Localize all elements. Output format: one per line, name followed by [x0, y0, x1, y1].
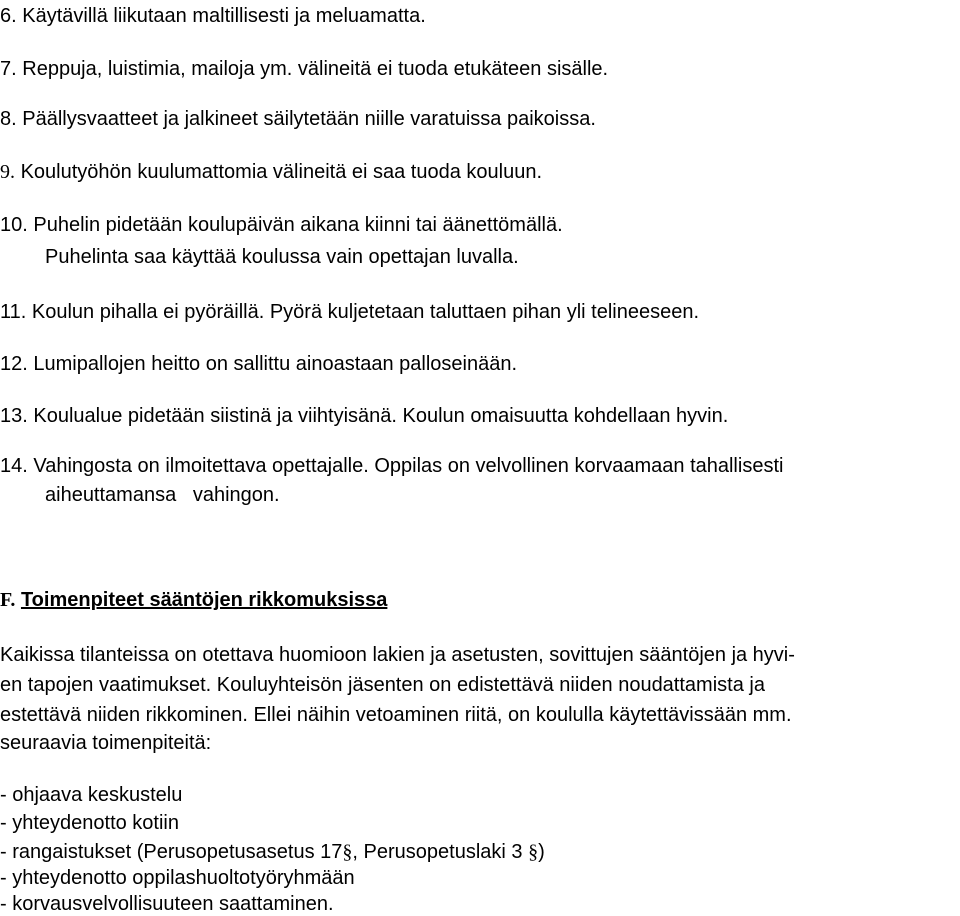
measure-text: - rangaistukset (Perusopetusasetus 17 — [0, 841, 343, 863]
rule-item — [0, 454, 783, 478]
rule-item — [0, 300, 699, 324]
rule-text: aiheuttamansa vahingon. — [45, 484, 280, 506]
measure-item — [0, 840, 545, 864]
rule-number: 8. — [0, 108, 17, 130]
rule-item — [0, 57, 608, 81]
rule-text: Lumipallojen heitto on sallittu ainoastaan palloseinään. — [33, 353, 518, 375]
section-sign: § — [342, 841, 353, 863]
section-heading — [0, 588, 387, 612]
paragraph-text: en tapojen vaatimukset. Kouluyhteisön jäsenten on edistettävä niiden noudattamista ja — [0, 674, 765, 696]
measure-text: - ohjaava keskustelu — [0, 784, 183, 806]
rule-number: 9. — [0, 161, 15, 183]
measure-text: - yhteydenotto oppilashuoltotyöryhmään — [0, 867, 355, 889]
rule-text: Vahingosta on ilmoitettava opettajalle. Oppilas on velvollinen korvaamaan tahallisesti — [33, 455, 784, 477]
rule-continuation — [45, 483, 280, 507]
section-letter: F. — [0, 589, 16, 611]
measure-text: - korvausvelvollisuuteen saattaminen. — [0, 893, 334, 915]
rule-number: 11. — [0, 301, 27, 323]
paragraph-text: estettävä niiden rikkominen. Ellei näihin vetoaminen riitä, on koululla käytettävissään mm. — [0, 704, 792, 726]
rule-text: Puhelin pidetään koulupäivän aikana kiinni tai äänettömällä. — [33, 214, 563, 236]
rule-item — [0, 107, 596, 131]
rule-number: 10. — [0, 214, 28, 236]
measure-text: - yhteydenotto kotiin — [0, 812, 179, 834]
rule-item — [0, 352, 517, 376]
paragraph-line — [0, 731, 211, 755]
rule-number: 7. — [0, 58, 17, 80]
measure-item — [0, 892, 334, 916]
rule-text: Reppuja, luistimia, mailoja ym. välineitä ei tuoda etukäteen sisälle. — [22, 58, 609, 80]
measure-item — [0, 783, 182, 807]
paragraph-text: seuraavia toimenpiteitä: — [0, 732, 212, 754]
section-title: Toimenpiteet sääntöjen rikkomuksissa — [20, 589, 388, 611]
rule-item — [0, 160, 542, 184]
rule-text: Koulutyöhön kuulumattomia välineitä ei saa tuoda kouluun. — [20, 161, 543, 183]
measure-item — [0, 811, 179, 835]
rule-number: 13. — [0, 405, 28, 427]
paragraph-text: Kaikissa tilanteissa on otettava huomioon lakien ja asetusten, sovittujen sääntöjen ja hyvi- — [0, 644, 795, 666]
rule-item — [0, 213, 563, 237]
paragraph-line — [0, 643, 795, 667]
paragraph-line — [0, 673, 765, 697]
rule-item — [0, 404, 728, 428]
paragraph-line — [0, 703, 792, 727]
rule-number: 12. — [0, 353, 28, 375]
section-sign: § — [528, 841, 539, 863]
measure-text: ) — [538, 841, 545, 863]
rule-text: Käytävillä liikutaan maltillisesti ja meluamatta. — [22, 5, 426, 27]
rule-text: Koulualue pidetään siistinä ja viihtyisänä. Koulun omaisuutta kohdellaan hyvin. — [33, 405, 729, 427]
rule-item — [0, 4, 426, 28]
measure-text: , Perusopetuslaki 3 — [352, 841, 529, 863]
rule-number: 14. — [0, 455, 28, 477]
rule-number: 6. — [0, 5, 17, 27]
measure-item — [0, 866, 355, 890]
rule-text: Päällysvaatteet ja jalkineet säilytetään niille varatuissa paikoissa. — [22, 108, 596, 130]
rule-text: Koulun pihalla ei pyöräillä. Pyörä kuljetetaan taluttaen pihan yli telineeseen. — [31, 301, 699, 323]
rule-continuation — [45, 245, 519, 269]
rule-text: Puhelinta saa käyttää koulussa vain opettajan luvalla. — [45, 246, 519, 268]
